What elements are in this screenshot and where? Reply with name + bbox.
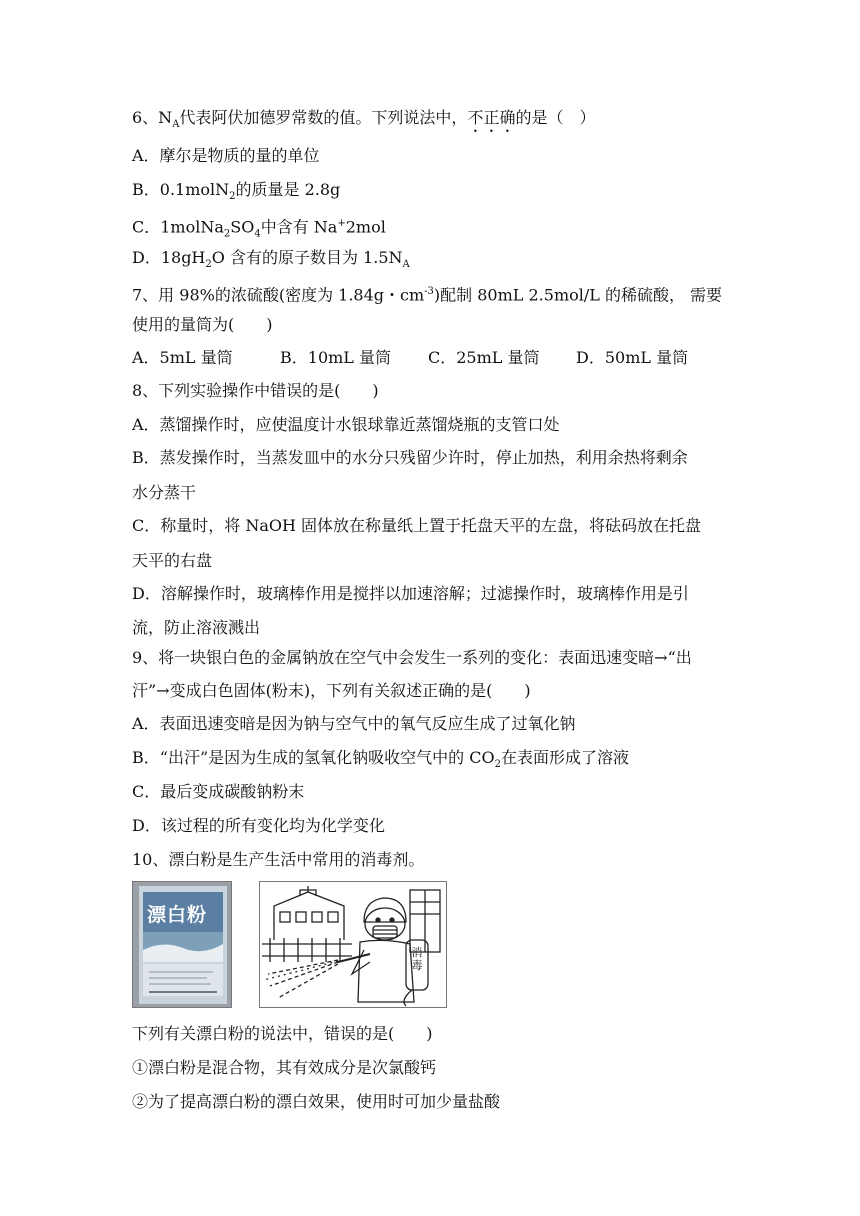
q6-stem [132,108,732,136]
q6-d-mid: O 含有的原子数目为 1.5N [211,248,403,267]
q6-stem-mid: 代表阿伏加德罗常数的值。下列说法中， [179,108,468,127]
q9-stem-line2: 汗”→变成白色固体(粉末)，下列有关叙述正确的是( ) [132,681,531,700]
q6-c-mid2: 中含有 Na [260,217,338,237]
sprayer-label: 消毒 [411,946,423,972]
bleach-powder-bag-photo [132,881,232,1008]
q6-c-pre: C．1molNa [132,217,224,237]
q8-option-a: A．蒸馏操作时，应使温度计水银球靠近蒸馏烧瓶的支管口处 [132,415,560,434]
q10-statement-1: ①漂白粉是混合物，其有效成分是次氯酸钙 [132,1058,437,1077]
q10-statement-2: ②为了提高漂白粉的漂白效果，使用时可加少量盐酸 [132,1092,501,1111]
q8-option-c-line2: 天平的右盘 [132,551,213,570]
q9-option-c: C．最后变成碳酸钠粉末 [132,782,305,801]
q7-stem-post: )配制 80mL 2.5mol/L 的稀硫酸， 需要 [433,285,723,305]
q8-option-b-line2: 水分蒸干 [132,483,197,502]
q7-stem-line1 [132,282,732,305]
disinfection-cartoon [259,881,447,1008]
q6-b-post: 的质量是 2.8g [235,180,341,199]
q6-c-sup: + [337,218,346,229]
q8-option-b-line1: B．蒸发操作时，当蒸发皿中的水分只残留少许时，停止加热，利用余热将剩余 [132,448,688,467]
q6-c-mid: SO [230,217,255,237]
q6-d-sub: 2 [205,259,212,271]
q7-option-a: A．5mL 量筒 [132,348,233,367]
q7-stem-line2: 使用的量筒为( ) [132,315,273,334]
q6-option-c [132,214,732,245]
bag-label: 漂白粉 [147,904,208,926]
q8-stem: 8、下列实验操作中错误的是( ) [132,381,379,400]
q6-d-pre: D．18gH [132,248,206,267]
q6-option-b [132,180,732,207]
q6-b-pre: B．0.1molN [132,180,230,199]
q6-c-post: 2mol [345,217,386,237]
q10-prompt: 下列有关漂白粉的说法中，错误的是( ) [132,1024,433,1043]
q9-b-post: 在表面形成了溶液 [500,748,629,767]
q6-stem-emphasis: 不正确 [467,108,516,127]
q6-c-sub2: 4 [254,228,261,240]
q9-option-a: A．表面迅速变暗是因为钠与空气中的氧气反应生成了过氧化钠 [132,714,576,733]
q8-option-c-line1: C．称量时，将 NaOH 固体放在称量纸上置于托盘天平的左盘，将砝码放在托盘 [132,516,702,535]
q9-b-sub: 2 [494,759,501,771]
q6-stem-post: 的是（ ） [515,108,596,127]
q7-stem-sup: -3 [424,286,434,297]
q9-b-pre: B．“出汗”是因为生成的氢氧化钠吸收空气中的 CO [132,748,495,767]
q7-option-d: D．50mL 量筒 [576,348,689,367]
q6-option-a: A．摩尔是物质的量的单位 [132,146,320,165]
worker-spraying-illustration [260,882,447,1008]
q8-option-d-line2: 流，防止溶液溅出 [132,618,261,637]
q6-stem-sub: A [172,119,180,131]
q6-option-d [132,248,732,275]
q9-option-d: D．该过程的所有变化均为化学变化 [132,816,385,835]
q6-b-sub: 2 [229,191,236,203]
q9-option-b [132,748,732,775]
q10-stem: 10、漂白粉是生产生活中常用的消毒剂。 [132,850,425,869]
q6-stem-text: 6、N [132,108,173,127]
q7-stem-pre: 7、用 98%的浓硫酸(密度为 1.84g・cm [132,285,425,305]
q9-stem-line1: 9、将一块银白色的金属钠放在空气中会发生一系列的变化：表面迅速变暗→“出 [132,648,692,667]
q7-options [132,348,732,368]
q7-option-c: C．25mL 量筒 [428,348,540,367]
q7-option-b: B．10mL 量筒 [280,348,392,367]
q6-c-sub1: 2 [223,228,231,240]
q6-d-sub2: A [402,259,410,271]
q8-option-d-line1: D．溶解操作时，玻璃棒作用是搅拌以加速溶解；过滤操作时，玻璃棒作用是引 [132,584,689,603]
